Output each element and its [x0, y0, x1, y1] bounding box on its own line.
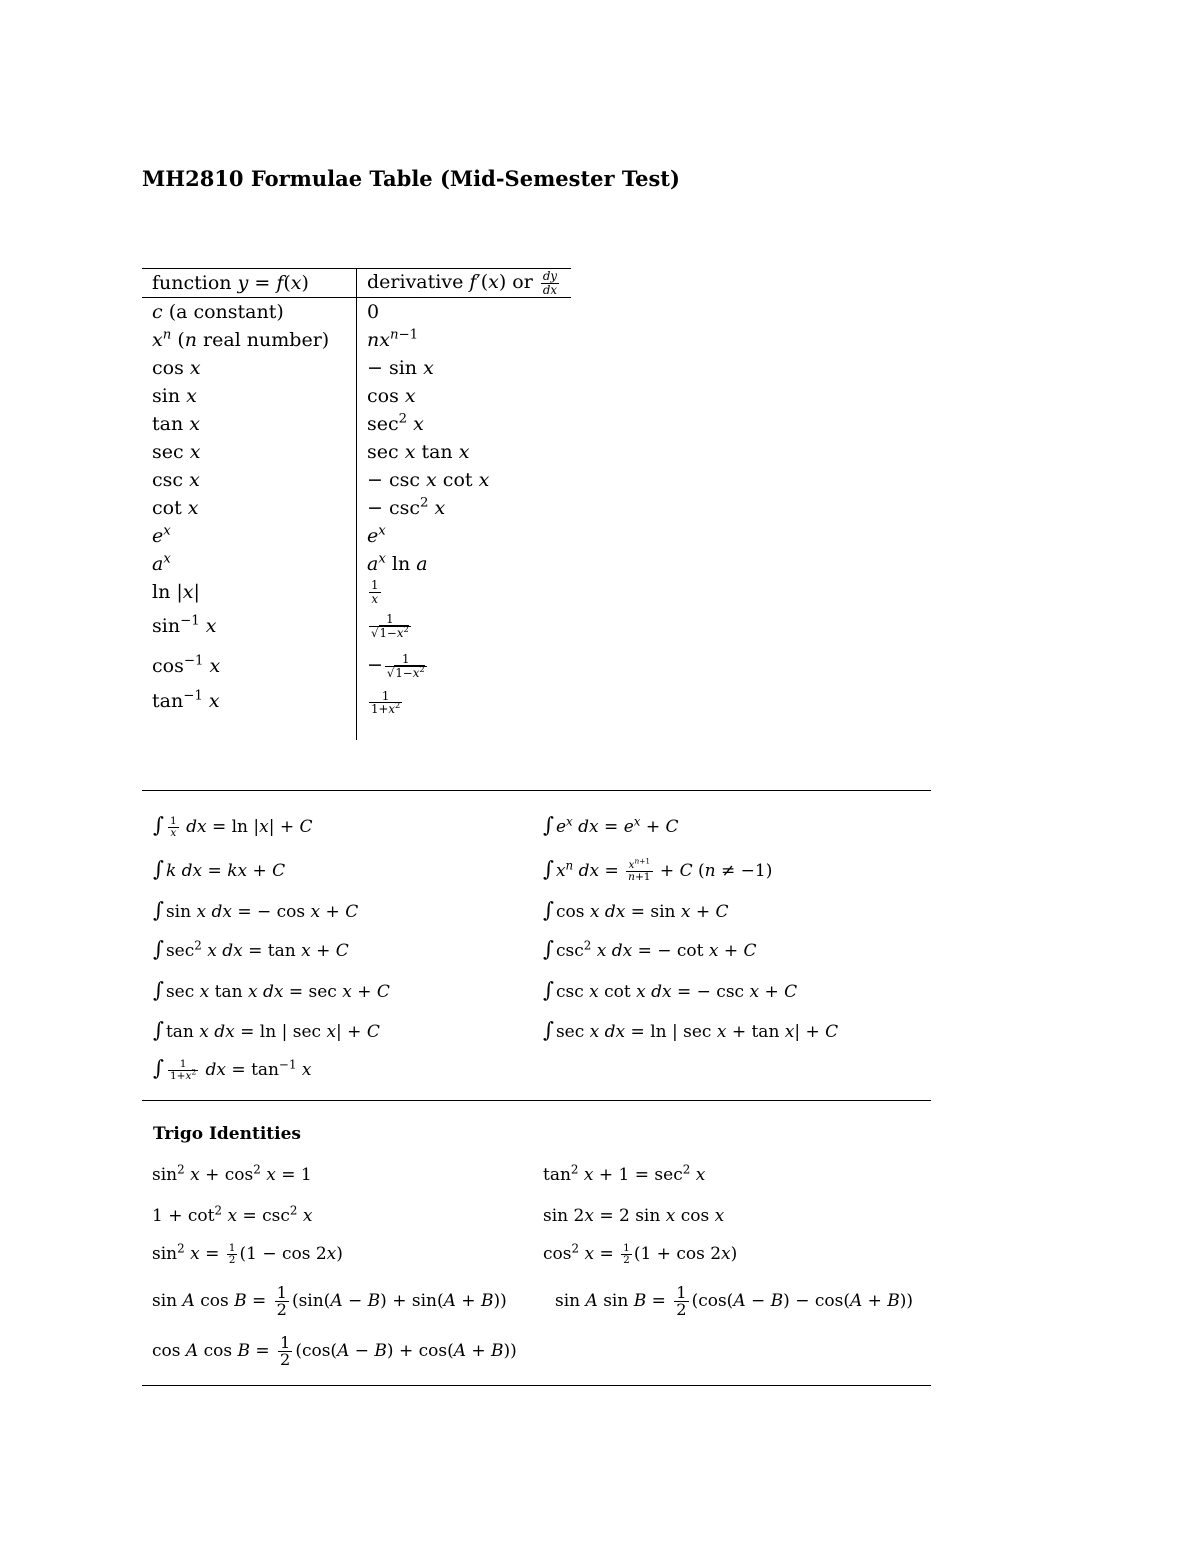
integral-formula: ∫ cos x dx = sin x + C [543, 898, 729, 922]
table-row [142, 438, 571, 466]
table-row [142, 494, 571, 522]
integral-formula: ∫ k dx = kx + C [153, 857, 286, 881]
table-row [142, 298, 571, 327]
function-cell: csc x [142, 466, 357, 494]
function-cell: $a^x$ [142, 550, 357, 578]
derivative-cell: sec x tan x [367, 441, 470, 463]
derivative-table [142, 268, 571, 740]
divider [142, 1385, 931, 1386]
function-cell: sec x [142, 438, 357, 466]
table-row [142, 382, 571, 410]
header-function: function y = f(x) [142, 269, 357, 298]
trig-identity: cos A cos B = $\frac{1}{2}$ (cos(A − B) + cos(A + B)) [152, 1333, 517, 1370]
derivative-cell: − csc x cot x [367, 469, 490, 491]
table-row [142, 354, 571, 382]
function-cell: $\sin^{-1} x$ [142, 606, 357, 646]
trig-identity: sin A cos B = $\frac{1}{2}$ (sin(A − B) + sin(A + B)) [152, 1283, 507, 1320]
derivative-cell: $nx^{n-1}$ [367, 327, 419, 351]
integral-formula: ∫ $x^n$ dx = $\frac{x^{n+1}}{n+1}$ + C (n ≠ −1) [543, 856, 773, 883]
integral-formula: ∫ $\frac{1}{x}$ dx = ln |x| + C [153, 813, 313, 839]
table-row [142, 646, 571, 686]
table-row [142, 326, 571, 354]
integral-formula: ∫ csc x cot x dx = − csc x + C [543, 978, 798, 1002]
function-cell: $\cos^{-1} x$ [142, 646, 357, 686]
trig-identity: $\tan^2 x + 1 = \sec^2 x$ [543, 1162, 706, 1185]
derivative-cell: 0 [367, 301, 380, 323]
integral-formula: ∫ $\frac{1}{1+x^2}$ dx = $\tan^{-1} x$ [153, 1056, 312, 1082]
trig-identity: $\sin^2 x$ = $\frac{1}{2}$ (1 − cos 2x) [152, 1241, 343, 1267]
table-row [142, 522, 571, 550]
page-title: MH2810 Formulae Table (Mid-Semester Test) [142, 166, 680, 191]
integral-formula: ∫ tan x dx = ln | sec x| + C [153, 1018, 380, 1042]
function-cell: $x^n$ (n real number) [142, 326, 357, 354]
trig-identities-heading: Trigo Identities [153, 1124, 301, 1144]
derivative-cell: $a^x$ ln a [367, 551, 428, 575]
function-cell: tan x [142, 410, 357, 438]
divider [142, 1100, 931, 1101]
derivative-cell: $\frac{1}{1+x^2}$ [371, 689, 401, 717]
integral-formula: ∫ $\sec^2 x$ dx = tan x + C [153, 937, 349, 961]
function-cell: c (a constant) [142, 298, 357, 327]
derivative-cell: − $\csc^2 x$ [367, 495, 446, 519]
table-header-row [142, 269, 571, 298]
table-row [142, 550, 571, 578]
function-cell: $e^x$ [142, 522, 357, 550]
function-cell: cot x [142, 494, 357, 522]
integral-formula: ∫ $\csc^2 x$ dx = − cot x + C [543, 937, 757, 961]
table-row [142, 410, 571, 438]
derivative-cell: $\frac{1}{√1-x^2}$ [371, 612, 409, 640]
integral-formula: ∫ $e^x$ dx = $e^x + C$ [543, 813, 679, 837]
function-cell: cos x [142, 354, 357, 382]
function-cell: ln |x| [142, 578, 357, 606]
derivative-cell: cos x [367, 385, 416, 407]
integral-formula: ∫ sec x tan x dx = sec x + C [153, 978, 390, 1002]
derivative-cell: $e^x$ [367, 523, 386, 547]
derivative-cell: − $\frac{1}{√1-x^2}$ [367, 652, 425, 680]
trig-identity: sin A sin B = $\frac{1}{2}$ (cos(A − B) − cos(A + B)) [555, 1283, 914, 1320]
divider [142, 790, 931, 791]
table-row [142, 686, 571, 740]
derivative-cell: $\frac{1}{x}$ [371, 578, 379, 606]
table-row [142, 578, 571, 606]
trig-identity: sin 2x = 2 sin x cos x [543, 1206, 725, 1226]
function-cell: $\tan^{-1} x$ [142, 686, 357, 740]
trig-identity: $1 + \cot^2 x = \csc^2 x$ [152, 1203, 313, 1226]
function-cell: sin x [142, 382, 357, 410]
derivative-cell: $\sec^2 x$ [367, 411, 424, 435]
table-row [142, 606, 571, 646]
trig-identity: $\cos^2 x$ = $\frac{1}{2}$ (1 + cos 2x) [543, 1241, 738, 1267]
derivative-cell: − sin x [367, 357, 434, 379]
table-row [142, 466, 571, 494]
trig-identity: $\sin^2 x + \cos^2 x = 1$ [152, 1162, 312, 1185]
header-derivative: derivative f′(x) or $\frac{dy}{dx}$ [367, 269, 558, 297]
integral-formula: ∫ sin x dx = − cos x + C [153, 898, 359, 922]
integral-formula: ∫ sec x dx = ln | sec x + tan x| + C [543, 1018, 839, 1042]
